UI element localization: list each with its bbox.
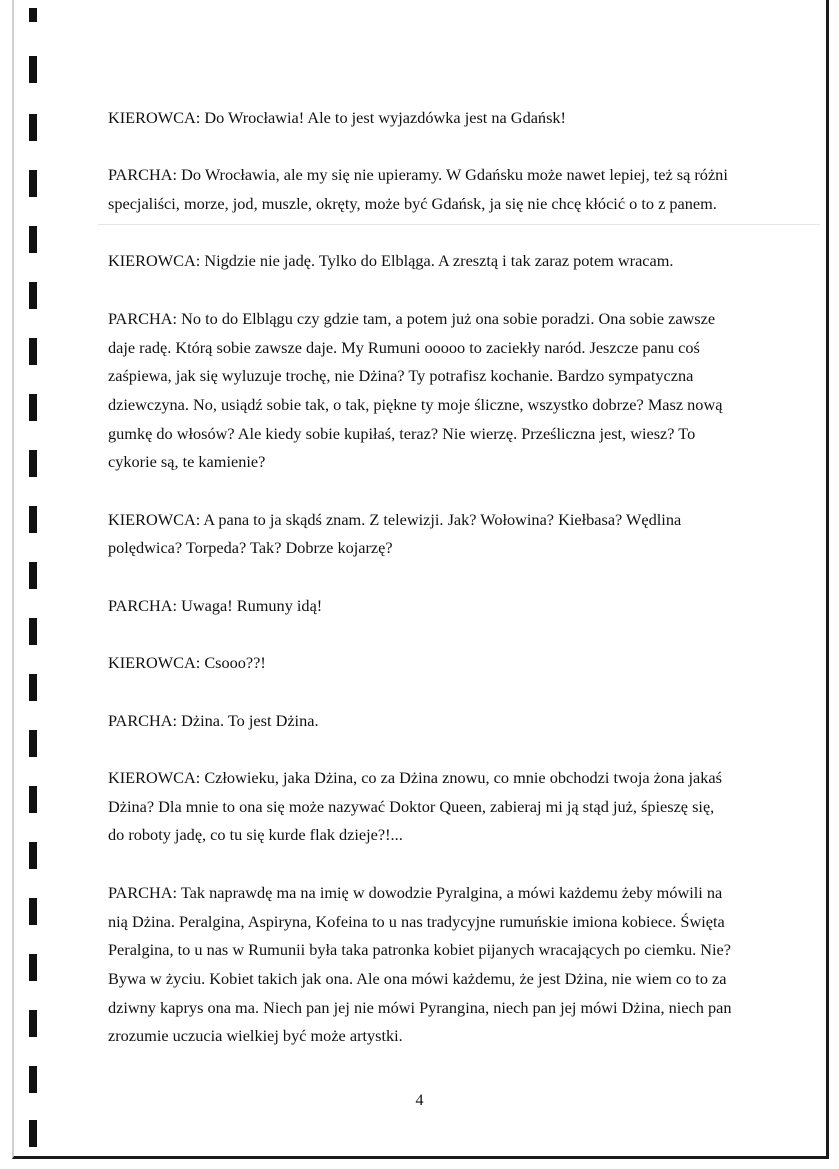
binding-hole xyxy=(29,56,37,83)
binding-hole xyxy=(29,338,37,365)
binding-hole xyxy=(29,114,37,141)
dialogue-paragraph: PARCHA: Do Wrocławia, ale my się nie upieramy. W Gdańsku może nawet lepiej, też są różni specjaliści, morze, jod, muszle, okręty, może być Gdańsk, ja się nie chcę kłócić o to z panem. xyxy=(108,165,728,214)
binding-hole xyxy=(29,730,37,757)
binding-hole xyxy=(29,1010,37,1037)
binding-hole xyxy=(29,954,37,981)
binding-hole xyxy=(29,1120,37,1147)
dialogue-paragraph: KIEROWCA: Człowieku, jaka Dżina, co za Dżina znowu, co mnie obchodzi twoja żona jakaś Dżina? Dla mnie to ona się może nazywać Doktor Queen, zabieraj mi ją stąd już, śpieszę się, do roboty jadę, co tu się kurde flak dzieje?!... xyxy=(108,768,722,845)
dialogue-paragraph: PARCHA: No to do Elblągu czy gdzie tam, a potem już ona sobie poradzi. Ona sobie zawsze daje radę. Którą sobie zawsze daje. My Rumuni ooooo to zaciekły naród. Jeszcze panu coś zaśpiewa, jak się wyluzuje trochę, nie Dżina? Ty potrafisz kochanie. Bardzo sympatyczna dziewczyna. No, usiądź sobie tak, o tak, piękne ty moje śliczne, wszystko dobrze? Masz nową gumkę do włosów? Ale kiedy sobie kupiłaś, teraz? Nie wierzę. Prześliczna jest, wiesz? To cykorie są, te kamienie? xyxy=(108,308,723,472)
binding-hole xyxy=(29,170,37,197)
binding-hole xyxy=(29,282,37,309)
page-number: 4 xyxy=(415,1092,424,1109)
binding-hole xyxy=(29,898,37,925)
dialogue-paragraph: PARCHA: Dżina. To jest Dżina. xyxy=(108,710,319,730)
binding-hole xyxy=(29,394,37,421)
binding-hole xyxy=(29,562,37,589)
dialogue-paragraph: KIEROWCA: Csooo??! xyxy=(108,653,266,673)
binding-hole xyxy=(29,1066,37,1093)
dialogue-paragraph: PARCHA: Uwaga! Rumuny idą! xyxy=(108,595,323,615)
binding-hole xyxy=(29,506,37,533)
binding-hole xyxy=(29,226,37,253)
dialogue-paragraph: KIEROWCA: Nigdzie nie jadę. Tylko do Elbląga. A zresztą i tak zaraz potem wracam. xyxy=(108,251,674,271)
dialogue-paragraph: PARCHA: Tak naprawdę ma na imię w dowodzie Pyralgina, a mówi każdemu żeby mówili na nią Dżina. Peralgina, Aspiryna, Kofeina to u nas tradycyjne rumuńskie imiona kobiece. Święta Peralgina, to u nas w Rumunii była taka patronka kobiet pijanych wracających po ciemku. Nie? Bywa w życiu. Kobiet takich jak ona. Ale ona mówi każdemu, że jest Dżina, nie wiem co to za dziwny kaprys ona ma. Niech pan jej nie mówi Pyrangina, niech pan jej mówi Dżina, niech pan zrozumie uczucia wielkiej być może artystki. xyxy=(108,882,732,1046)
binding-hole xyxy=(29,450,37,477)
binding-hole xyxy=(29,8,37,22)
binding-hole xyxy=(29,842,37,869)
dialogue-text xyxy=(108,104,733,1080)
binding-holes xyxy=(29,0,38,1150)
binding-hole xyxy=(29,674,37,701)
binding-hole xyxy=(29,786,37,813)
dialogue-paragraph: KIEROWCA: A pana to ja skądś znam. Z telewizji. Jak? Wołowina? Kiełbasa? Wędlina polędwica? Torpeda? Tak? Dobrze kojarzę? xyxy=(108,509,682,558)
dialogue-paragraph: KIEROWCA: Do Wrocławia! Ale to jest wyjazdówka jest na Gdańsk! xyxy=(108,108,566,127)
binding-hole xyxy=(29,618,37,645)
